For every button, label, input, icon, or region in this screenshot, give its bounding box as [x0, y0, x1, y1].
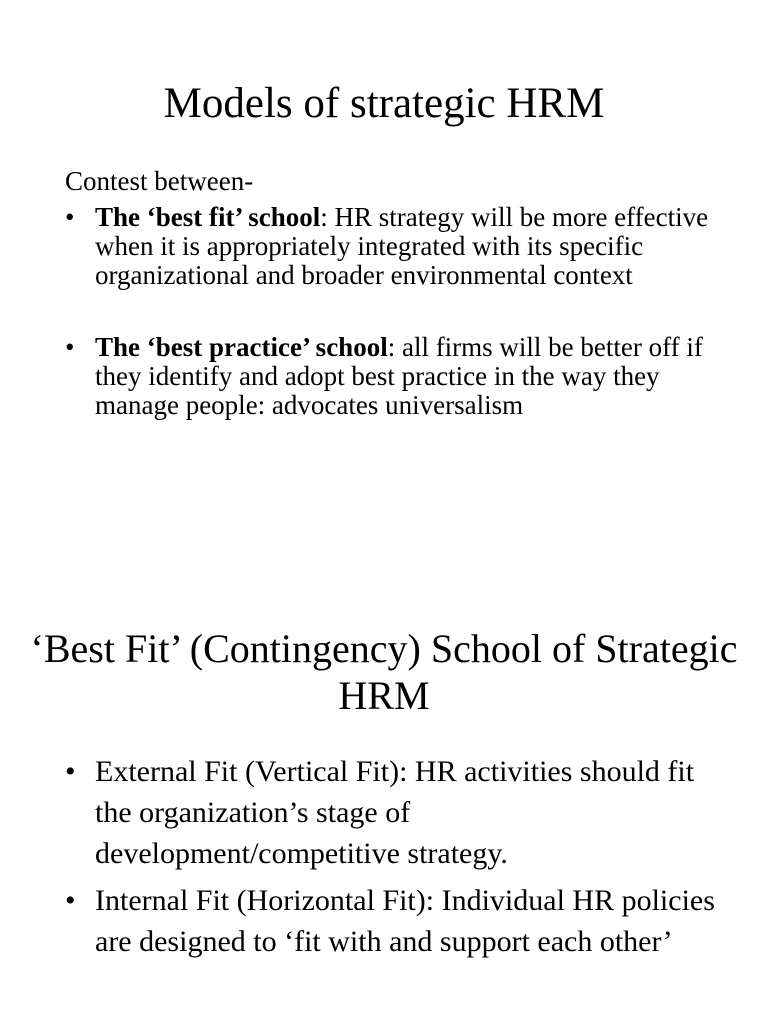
bullet-item-external-fit — [65, 751, 715, 874]
bullet-term: The ‘best practice’ school — [95, 332, 388, 362]
bullet-icon: • — [65, 202, 75, 232]
bullet-icon: • — [65, 755, 76, 788]
bullet-text: : HR strategy will be more effective when it is appropriately integrated with its specific organizational and broader environmental context — [95, 202, 709, 290]
bullet-text: : all firms will be better off if they identify and adopt best practice in the way they manage people: advocates universalism — [95, 332, 703, 420]
intro-text: Contest between- — [65, 166, 254, 196]
bullet-list — [65, 203, 725, 420]
bullet-icon: • — [65, 884, 76, 917]
bullet-text: External Fit (Vertical Fit): HR activities should fit the organization’s stage of development/competitive strategy. — [95, 755, 695, 870]
bullet-text: Internal Fit (Horizontal Fit): Individual HR policies are designed to ‘fit with and support each other’ — [95, 884, 715, 958]
bullet-list — [65, 751, 715, 962]
slide-title: Models of strategic HRM — [163, 80, 605, 127]
bullet-item-internal-fit — [65, 880, 715, 962]
bullet-icon: • — [65, 332, 75, 362]
slide-best-fit-school — [0, 512, 768, 1024]
bullet-item-best-practice — [65, 333, 725, 420]
slide-title: ‘Best Fit’ (Contingency) School of Strategic HRM — [30, 626, 738, 718]
bullet-item-best-fit — [65, 203, 725, 290]
bullet-term: The ‘best fit’ school — [95, 202, 321, 232]
